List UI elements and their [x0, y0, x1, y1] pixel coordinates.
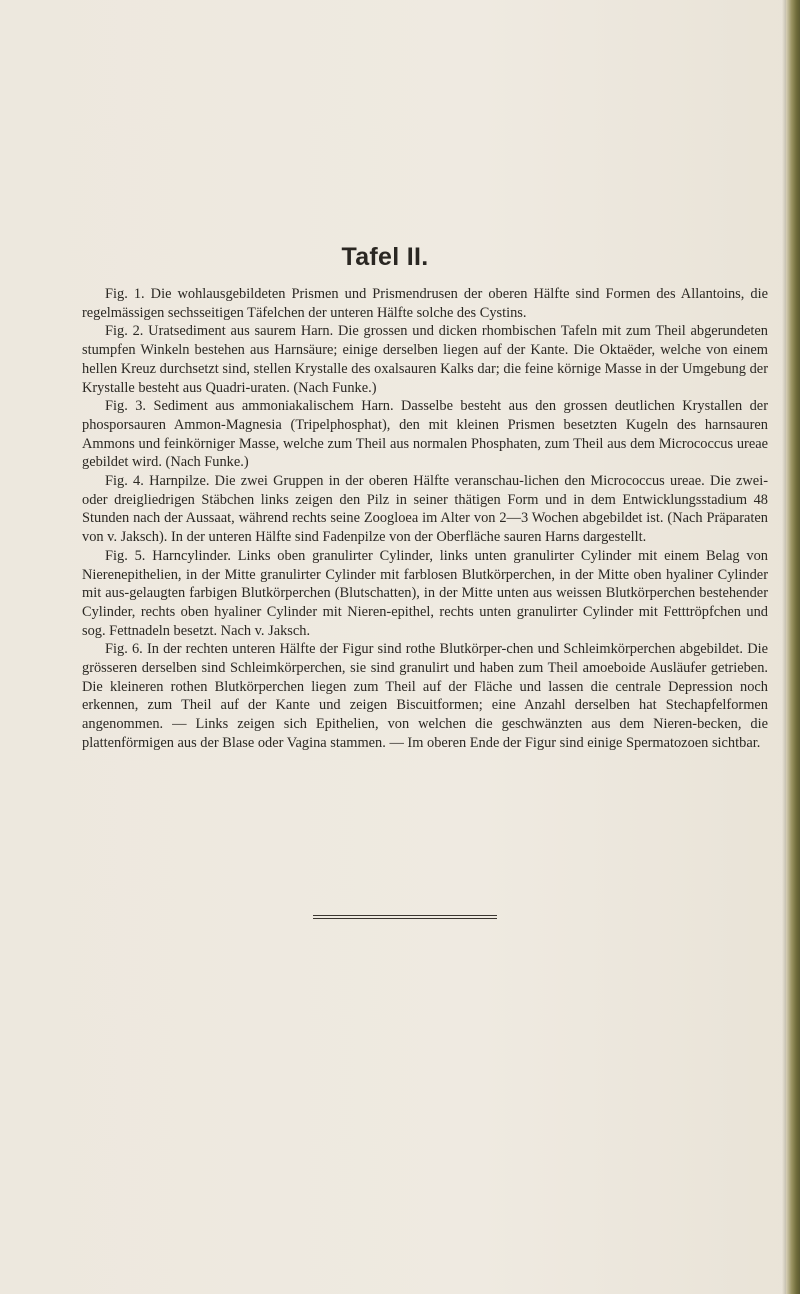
fig-6-caption: Fig. 6. In der rechten unteren Hälfte der Figur sind rothe Blutkörper-chen und Schleimkörperchen abgebildet. Die grösseren derselben sind Schleimkörperchen, sie sind granulirt und haben zum Theil amoeboide Ausläufer getrieben. Die kleineren rothen Blutkörperchen liegen zum Theil auf der Fläche und lassen die centrale Depression noch erkennen, zum Theil auf der Kante und zeigen Biscuitformen; eine Anzahl derselben hat Stechapfelformen angenommen. — Links zeigen sich Epithelien, von welchen die geschwänzten aus dem Nieren-becken, die plattenförmigen aus der Blase oder Vagina stammen. — Im oberen Ende der Figur sind einige Spermatozoen sichtbar. [82, 641, 768, 751]
caption-text [82, 285, 768, 753]
fig-4-caption: Fig. 4. Harnpilze. Die zwei Gruppen in der oberen Hälfte veranschau-lichen den Micrococcus ureae. Die zwei- oder dreigliedrigen Stäbchen links zeigen den Pilz in seiner thätigen Form und in dem Entwicklungsstadium 48 Stunden nach der Aussaat, während rechts seine Zoogloea im Alter von 2—3 Wochen abgebildet ist. (Nach Präparaten von v. Jaksch). In der unteren Hälfte sind Fadenpilze von der Oberfläche sauren Harns dargestellt. [82, 473, 768, 546]
page-edge [786, 0, 800, 1294]
fig-2-caption: Fig. 2. Uratsediment aus saurem Harn. Die grossen und dicken rhombischen Tafeln mit zum Theil abgerundeten stumpfen Winkeln bestehen aus Harnsäure; einige derselben liegen auf der Kante. Die Oktaëder, welche von einem hellen Kreuz durchsetzt sind, stellen Krystalle des oxalsauren Kalks dar; die feine körnige Masse in der Umgebung der Krystalle besteht aus Quadri-uraten. (Nach Funke.) [82, 323, 768, 396]
fig-1-caption: Fig. 1. Die wohlausgebildeten Prismen und Prismendrusen der oberen Hälfte sind Formen des Allantoins, die regelmässigen sechsseitigen Täfelchen der unteren Hälfte solche des Cystins. [82, 286, 768, 321]
fig-3-caption: Fig. 3. Sediment aus ammoniakalischem Harn. Dasselbe besteht aus den grossen deutlichen Krystallen der phosporsauren Ammon-Magnesia (Tripelphosphat), den mit kleinen Prismen besetzten Kugeln des harnsauren Ammons und feinkörniger Masse, welche zum Theil aus normalen Phosphaten, zum Theil aus dem Micrococcus ureae gebildet wird. (Nach Funke.) [82, 398, 768, 471]
fig-5-caption: Fig. 5. Harncylinder. Links oben granulirter Cylinder, links unten granulirter Cylinder mit einem Belag von Nierenepithelien, in der Mitte granulirter Cylinder mit farblosen Blutkörperchen, in der Mitte oben hyaliner Cylinder mit aus-gelaugten farbigen Blutkörperchen (Blutschatten), in der Mitte unten aus weissen Blutkörperchen bestehender Cylinder, rechts oben hyaliner Cylinder mit Nieren-epithel, rechts unten granulirter Cylinder mit Fetttröpfchen und sog. Fettnadeln besetzt. Nach v. Jaksch. [82, 547, 768, 639]
closing-double-rule [313, 915, 497, 921]
rule-line [313, 918, 497, 919]
rule-line [313, 915, 497, 916]
page-title: Tafel II. [341, 243, 429, 271]
